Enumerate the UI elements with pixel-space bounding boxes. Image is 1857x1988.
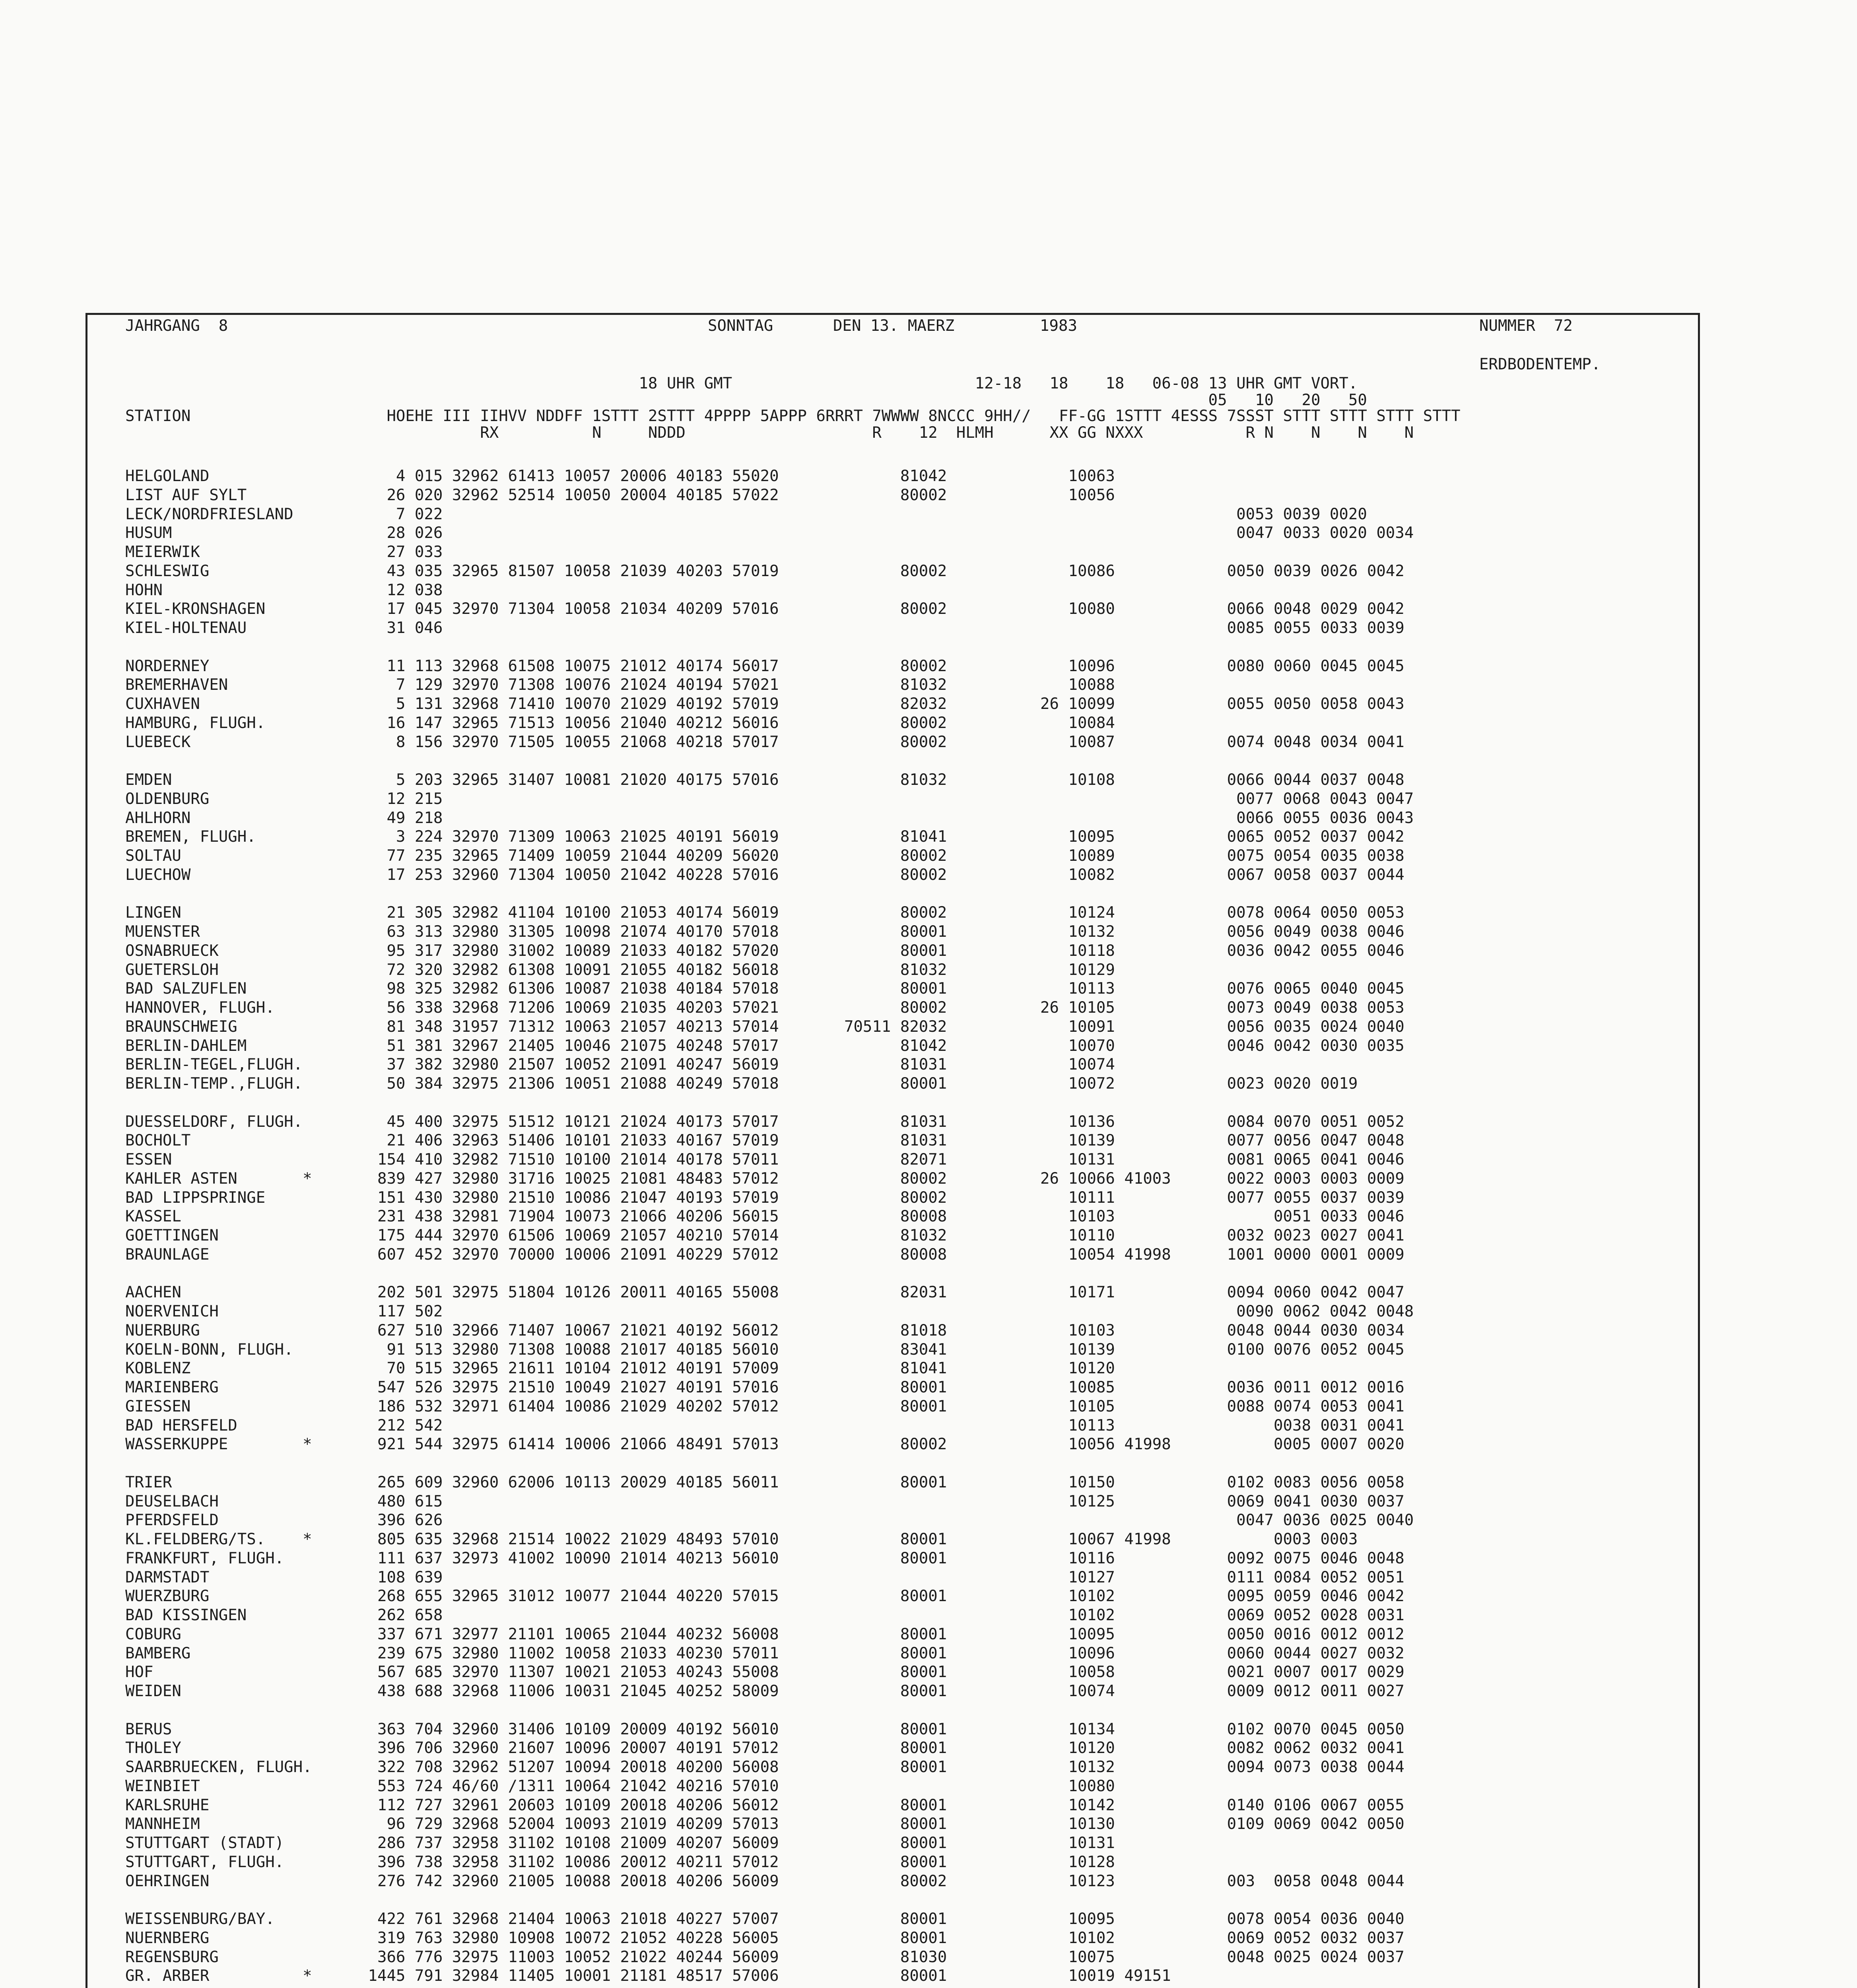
station-row: KASSEL 231 438 32981 71904 10073 21066 40206 56015 80008 10103 0051 0033 0046 [125,1208,1404,1226]
station-row: GIESSEN 186 532 32971 61404 10086 21029 40202 57012 80001 10105 0088 0074 0053 0041 [125,1397,1404,1415]
station-row: BAMBERG 239 675 32980 11002 10058 21033 40230 57011 80001 10096 0060 0044 0027 0032 [125,1644,1404,1662]
station-row: GOETTINGEN 175 444 32970 61506 10069 21057 40210 57014 81032 10110 0032 0023 0027 0041 [125,1227,1404,1244]
station-row: DEUSELBACH 480 615 10125 0069 0041 0030 0037 [125,1492,1404,1510]
station-row: AACHEN 202 501 32975 51804 10126 20011 40165 55008 82031 10171 0094 0060 0042 0047 [125,1283,1404,1302]
station-row: KAHLER ASTEN * 839 427 32980 31716 10025 21081 48483 57012 80002 26 10066 41003 0022 0003 0003 0009 [125,1169,1404,1188]
station-row: ESSEN 154 410 32982 71510 10100 21014 40178 57011 82071 10131 0081 0065 0041 0046 [125,1151,1404,1169]
station-row: OEHRINGEN 276 742 32960 21005 10088 20018 40206 56009 80002 10123 003 0058 0048 0044 [125,1872,1404,1890]
station-row: NOERVENICH 117 502 0090 0062 0042 0048 [125,1303,1414,1320]
station-row: FRANKFURT, FLUGH. 111 637 32973 41002 10090 21014 40213 56010 80001 10116 0092 0075 0046 0048 [125,1549,1404,1567]
station-row: BRAUNLAGE 607 452 32970 70000 10006 21091 40229 57012 80008 10054 41998 1001 0000 0001 0009 [125,1245,1404,1264]
station-row: BERUS 363 704 32960 31406 10109 20009 40192 56010 80001 10134 0102 0070 0045 0050 [125,1720,1404,1738]
station-row: HELGOLAND 4 015 32962 61413 10057 20006 40183 55020 81042 10063 [125,467,1115,485]
station-row: GR. ARBER * 1445 791 32984 11405 10001 21181 48517 57006 80001 10019 49151 [125,1967,1171,1985]
station-row: LUECHOW 17 253 32960 71304 10050 21042 40228 57016 80002 10082 0067 0058 0037 0044 [125,866,1404,884]
station-row: PFERDSFELD 396 626 0047 0036 0025 0040 [125,1511,1414,1530]
station-row: STUTTGART (STADT) 286 737 32958 31102 10108 21009 40207 56009 80001 10131 [125,1834,1115,1852]
station-row: BAD LIPPSPRINGE 151 430 32980 21510 10086 21047 40193 57019 80002 10111 0077 0055 0037 0039 [125,1188,1404,1207]
station-row: WUERZBURG 268 655 32965 31012 10077 21044 40220 57015 80001 10102 0095 0059 0046 0042 [125,1587,1404,1606]
station-row: KOBLENZ 70 515 32965 21611 10104 21012 40191 57009 81041 10120 [125,1359,1115,1378]
station-row: CUXHAVEN 5 131 32968 71410 10070 21029 40192 57019 82032 26 10099 0055 0050 0058 0043 [125,695,1404,713]
station-row: EMDEN 5 203 32965 31407 10081 21020 40175 57016 81032 10108 0066 0044 0037 0048 [125,771,1404,789]
station-row: BERLIN-TEMP.,FLUGH. 50 384 32975 21306 10051 21088 40249 57018 80001 10072 0023 0020 0019 [125,1075,1358,1093]
station-row: DARMSTADT 108 639 10127 0111 0084 0052 0051 [125,1568,1404,1586]
station-row: BAD KISSINGEN 262 658 10102 0069 0052 0028 0031 [125,1606,1404,1624]
station-row: BERLIN-DAHLEM 51 381 32967 21405 10046 21075 40248 57017 81042 10070 0046 0042 0030 0035 [125,1037,1404,1055]
station-row: DUESSELDORF, FLUGH. 45 400 32975 51512 10121 21024 40173 57017 81031 10136 0084 0070 0051 0052 [125,1112,1404,1131]
station-row: HOF 567 685 32970 11307 10021 21053 40243 55008 80001 10058 0021 0007 0017 0029 [125,1663,1404,1681]
station-row: BREMEN, FLUGH. 3 224 32970 71309 10063 21025 40191 56019 81041 10095 0065 0052 0037 0042 [125,828,1404,846]
station-row: BOCHOLT 21 406 32963 51406 10101 21033 40167 57019 81031 10139 0077 0056 0047 0048 [125,1132,1404,1150]
station-row: WEISSENBURG/BAY. 422 761 32968 21404 10063 21018 40227 57007 80001 10095 0078 0054 0036 0040 [125,1910,1404,1928]
station-row: LINGEN 21 305 32982 41104 10100 21053 40174 56019 80002 10124 0078 0064 0050 0053 [125,904,1404,922]
station-row: NUERBURG 627 510 32966 71407 10067 21021 40192 56012 81018 10103 0048 0044 0030 0034 [125,1321,1404,1340]
station-row: WASSERKUPPE * 921 544 32975 61414 10006 21066 48491 57013 80002 10056 41998 0005 0007 0020 [125,1435,1404,1454]
station-row: GUETERSLOH 72 320 32982 61308 10091 21055 40182 56018 81032 10129 [125,961,1115,979]
station-row: WEIDEN 438 688 32968 11006 10031 21045 40252 58009 80001 10074 0009 0012 0011 0027 [125,1682,1404,1700]
jahrgang-label: JAHRGANG 8 [125,317,228,335]
weekday-label: SONNTAG [708,317,773,335]
station-row: MANNHEIM 96 729 32968 52004 10093 21019 40209 57013 80001 10130 0109 0069 0042 0050 [125,1815,1404,1833]
station-row: LECK/NORDFRIESLAND 7 022 0053 0039 0020 [125,505,1367,523]
station-row: SCHLESWIG 43 035 32965 81507 10058 21039 40203 57019 80002 10086 0050 0039 0026 0042 [125,562,1404,580]
column-header-line-3: STATION HOEHE III IIHVV NDDFF 1STTT 2STTT 4PPPP 5APPP 6RRRT 7WWWW 8NCCC 9HH// FF-GG 1STTT 4ESSS 7SSST STTT STTT STTT STTT [125,407,1461,425]
station-row: SAARBRUECKEN, FLUGH. 322 708 32962 51207 10094 20018 40200 56008 80001 10132 0094 0073 0038 0044 [125,1758,1404,1776]
station-row: SOLTAU 77 235 32965 71409 10059 21044 40209 56020 80002 10089 0075 0054 0035 0038 [125,847,1404,865]
station-row: KARLSRUHE 112 727 32961 20603 10109 20018 40206 56012 80001 10142 0140 0106 0067 0055 [125,1796,1404,1814]
station-row: BAD HERSFELD 212 542 10113 0038 0031 0041 [125,1416,1404,1435]
weather-report-table [85,313,1700,1988]
column-header-line-4: RX N NDDD R 12 HLMH XX GG NXXX R N N N N [125,424,1414,442]
station-row: OSNABRUECK 95 317 32980 31002 10089 21033 40182 57020 80001 10118 0036 0042 0055 0046 [125,942,1404,960]
soil-temperature-heading: ERDBODENTEMP. [1479,355,1601,373]
station-row: KIEL-KRONSHAGEN 17 045 32970 71304 10058 21034 40209 57016 80002 10080 0066 0048 0029 0042 [125,600,1404,618]
station-row: KIEL-HOLTENAU 31 046 0085 0055 0033 0039 [125,619,1404,637]
station-row: KL.FELDBERG/TS. * 805 635 32968 21514 10022 21029 48493 57010 80001 10067 41998 0003 0003 [125,1530,1358,1548]
station-row: KOELN-BONN, FLUGH. 91 513 32980 71308 10088 21017 40185 56010 83041 10139 0100 0076 0052 0045 [125,1340,1404,1359]
station-row: COBURG 337 671 32977 21101 10065 21044 40232 56008 80001 10095 0050 0016 0012 0012 [125,1625,1404,1643]
station-row: LIST AUF SYLT 26 020 32962 52514 10050 20004 40185 57022 80002 10056 [125,486,1115,504]
station-row: LUEBECK 8 156 32970 71505 10055 21068 40218 57017 80002 10087 0074 0048 0034 0041 [125,733,1404,751]
column-header-line-1: 18 UHR GMT 12-18 18 18 06-08 13 UHR GMT VORT. [125,375,1358,392]
station-row: BREMERHAVEN 7 129 32970 71308 10076 21024 40194 57021 81032 10088 [125,676,1115,694]
station-row: HANNOVER, FLUGH. 56 338 32968 71206 10069 21035 40203 57021 80002 26 10105 0073 0049 0038 0053 [125,999,1404,1017]
station-row: MUENSTER 63 313 32980 31305 10098 21074 40170 57018 80001 10132 0056 0049 0038 0046 [125,923,1404,941]
station-row: BRAUNSCHWEIG 81 348 31957 71312 10063 21057 40213 57014 70511 82032 10091 0056 0035 0024 0040 [125,1017,1404,1036]
issue-number-label: NUMMER 72 [1479,317,1573,335]
station-row: THOLEY 396 706 32960 21607 10096 20007 40191 57012 80001 10120 0082 0062 0032 0041 [125,1739,1404,1757]
station-row: HUSUM 28 026 0047 0033 0020 0034 [125,524,1414,542]
station-row: MEIERWIK 27 033 [125,543,443,561]
station-row: MARIENBERG 547 526 32975 21510 10049 21027 40191 57016 80001 10085 0036 0011 0012 0016 [125,1378,1404,1396]
station-row: AHLHORN 49 218 0066 0055 0036 0043 [125,809,1414,827]
station-row: BAD SALZUFLEN 98 325 32982 61306 10087 21038 40184 57018 80001 10113 0076 0065 0040 0045 [125,980,1404,998]
station-row: REGENSBURG 366 776 32975 11003 10052 21022 40244 56009 81030 10075 0048 0025 0024 0037 [125,1948,1404,1966]
station-row: NUERNBERG 319 763 32980 10908 10072 21052 40228 56005 80001 10102 0069 0052 0032 0037 [125,1929,1404,1947]
station-row: WEINBIET 553 724 46/60 /1311 10064 21042 40216 57010 10080 [125,1777,1115,1795]
station-row: BERLIN-TEGEL,FLUGH. 37 382 32980 21507 10052 21091 40247 56019 81031 10074 [125,1056,1115,1074]
column-header-line-2: 05 10 20 50 [125,391,1367,409]
station-row: TRIER 265 609 32960 62006 10113 20029 40185 56011 80001 10150 0102 0083 0056 0058 [125,1473,1404,1491]
station-row: HOHN 12 038 [125,581,443,599]
year-label: 1983 [1040,317,1077,335]
station-row: NORDERNEY 11 113 32968 61508 10075 21012 40174 56017 80002 10096 0080 0060 0045 0045 [125,657,1404,675]
date-label: DEN 13. MAERZ [833,317,955,335]
station-row: OLDENBURG 12 215 0077 0068 0043 0047 [125,790,1414,808]
station-row: HAMBURG, FLUGH. 16 147 32965 71513 10056 21040 40212 56016 80002 10084 [125,714,1115,732]
station-row: STUTTGART, FLUGH. 396 738 32958 31102 10086 20012 40211 57012 80001 10128 [125,1853,1115,1871]
